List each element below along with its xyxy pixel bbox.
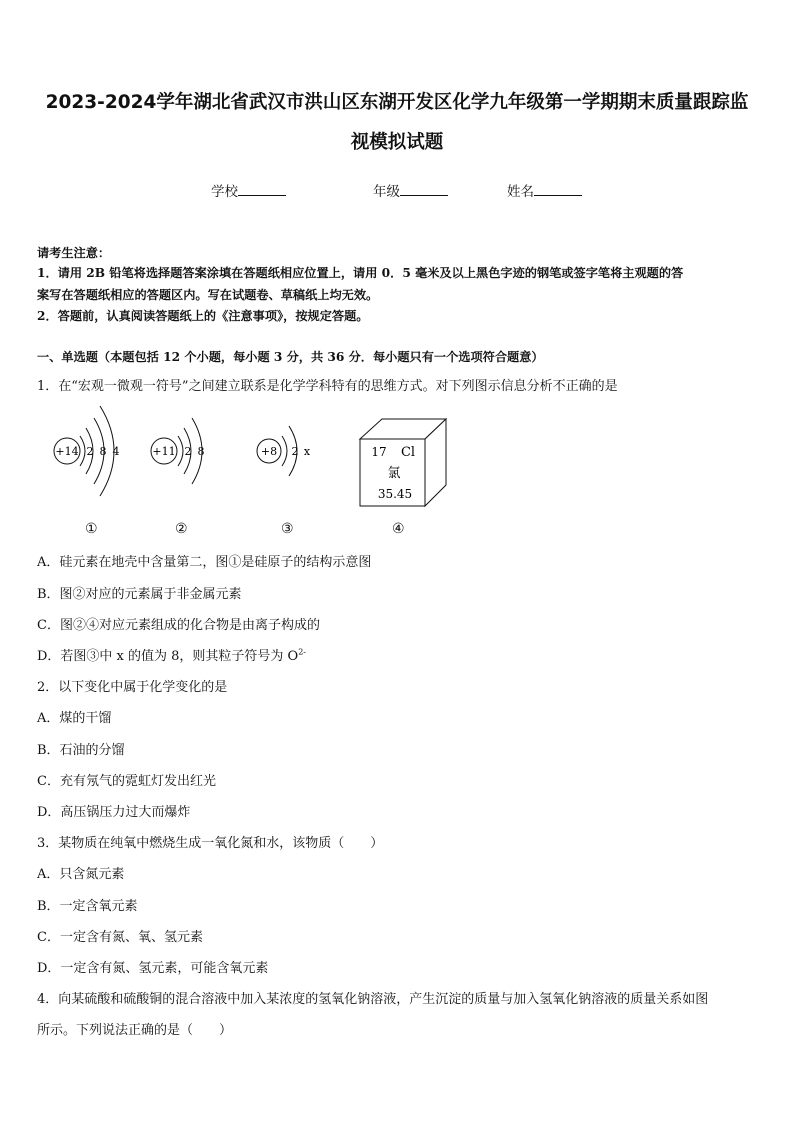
- q2-option-a: A．煤的干馏: [37, 711, 112, 726]
- element-name: 氯: [387, 466, 401, 481]
- q3-option-d: D．一定含有氮、氢元素，可能含氧元素: [37, 961, 269, 976]
- q2-option-d: D．高压锅压力过大而爆炸: [37, 805, 191, 820]
- q3-stem: 3．某物质在纯氧中燃烧生成一氧化氮和水，该物质（ ）: [37, 836, 384, 851]
- q2-option-c: C．充有氖气的霓虹灯发出红光: [37, 774, 216, 789]
- notice-item1-line2: 案写在答题纸相应的答题区内。写在试题卷、草稿纸上均无效。: [37, 288, 379, 302]
- school-field: [211, 180, 286, 200]
- exam-title-line1: 2023-2024学年湖北省武汉市洪山区东湖开发区化学九年级第一学期期末质量跟踪监: [45, 92, 749, 113]
- nucleus-charge: +11: [152, 445, 176, 458]
- grade-blank: [400, 182, 448, 196]
- q2-option-b: B．石油的分馏: [37, 743, 125, 758]
- electron-shell-arc: [178, 436, 183, 466]
- q4-stem-line2: 所示。下列说法正确的是（ ）: [37, 1023, 233, 1038]
- atom-diagram-1: [50, 400, 140, 500]
- q1-option-a: A．硅元素在地壳中含量第二，图①是硅原子的结构示意图: [37, 555, 372, 570]
- element-card-chlorine: [355, 415, 455, 511]
- q1-option-d-text: D．若图③中 x 的值为 8，则其粒子符号为 O: [37, 649, 299, 664]
- grade-field: [373, 180, 448, 200]
- electron-shell-arc: [80, 436, 85, 466]
- q3-option-b: B．一定含氧元素: [37, 899, 138, 914]
- name-field: [507, 180, 582, 200]
- figure-label-1: ①: [85, 521, 98, 537]
- atomic-mass: 35.45: [377, 487, 413, 501]
- q3-option-c: C．一定含有氮、氧、氢元素: [37, 930, 203, 945]
- shell-electrons: 4: [112, 445, 120, 458]
- electron-shell-arc: [282, 436, 287, 466]
- element-symbol: Cl: [400, 445, 416, 460]
- name-label: 姓名: [507, 184, 534, 200]
- section1-heading: 一、单选题（本题包括 12 个小题，每小题 3 分，共 36 分．每小题只有一个选项符合题意）: [37, 350, 544, 364]
- q1-option-b: B．图②对应的元素属于非金属元素: [37, 587, 242, 602]
- nucleus-charge: +14: [55, 445, 79, 458]
- figure-label-2: ②: [175, 521, 188, 537]
- figure-label-3: ③: [281, 521, 294, 537]
- shell-electrons: x: [303, 445, 311, 458]
- shell-electrons: 8: [99, 445, 107, 458]
- grade-label: 年级: [373, 184, 400, 200]
- school-blank: [238, 182, 286, 196]
- notice-item2: 2．答题前，认真阅读答题纸上的《注意事项》，按规定答题。: [37, 309, 369, 323]
- exam-title-line2: 视模拟试题: [350, 132, 444, 153]
- atom-diagram-3: [253, 410, 333, 495]
- notice-heading: 请考生注意：: [37, 246, 111, 260]
- q4-stem-line1: 4．向某硫酸和硫酸铜的混合溶液中加入某浓度的氢氧化钠溶液，产生沉淀的质量与加入氢氧化钠溶液的质量关系如图: [37, 992, 709, 1007]
- q1-option-d: [37, 645, 306, 664]
- figure-label-4: ④: [392, 521, 405, 537]
- q2-stem: 2．以下变化中属于化学变化的是: [37, 680, 228, 695]
- school-label: 学校: [211, 184, 238, 200]
- ion-charge-superscript: 2-: [298, 647, 307, 657]
- q3-option-a: A．只含氮元素: [37, 867, 125, 882]
- shell-electrons: 2: [291, 445, 299, 458]
- shell-electrons: 2: [86, 445, 94, 458]
- shell-electrons: 8: [197, 445, 205, 458]
- atomic-number: 17: [371, 445, 387, 459]
- nucleus-charge: +8: [260, 445, 278, 458]
- notice-item1-line1: 1．请用 2B 铅笔将选择题答案涂填在答题纸相应位置上，请用 0．5 毫米及以上黑色字迹的钢笔或签字笔将主观题的答: [37, 266, 684, 280]
- shell-electrons: 2: [184, 445, 192, 458]
- name-blank: [534, 182, 582, 196]
- q1-stem: 1．在“宏观一微观一符号”之间建立联系是化学学科特有的思维方式。对下列图示信息分析不正确的是: [37, 379, 618, 394]
- q1-option-c: C．图②④对应元素组成的化合物是由离子构成的: [37, 618, 320, 633]
- atom-diagram-2: [146, 410, 226, 495]
